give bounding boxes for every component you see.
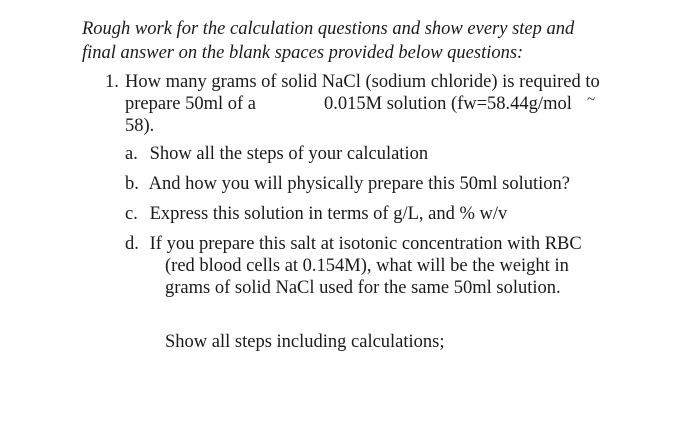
part-d [125,233,582,255]
question-1-line-1: How many grams of solid NaCl (sodium chloride) is required to [125,72,600,92]
closing-instruction: Show all steps including calculations; [165,332,445,352]
part-c [125,203,507,225]
intro-instructions [82,17,642,65]
part-d-continuation-1: (red blood cells at 0.154M), what will be the weight in [165,256,569,276]
part-d-label: d. [125,234,139,254]
part-d-text: If you prepare this salt at isotonic concentration with RBC [149,234,582,254]
part-c-label: c. [125,204,138,224]
part-a-text: Show all the steps of your calculation [149,144,429,164]
part-b [125,173,570,195]
part-a [125,143,428,165]
part-b-text: And how you will physically prepare this 50ml solution? [148,174,570,194]
part-c-text: Express this solution in terms of g/L, and % w/v [149,204,508,224]
question-1-line-2b: 0.015M solution (fw=58.44g/mol [324,94,572,114]
question-1-number: 1. [105,72,119,92]
intro-line-1: Rough work for the calculation questions and show every step and [82,19,575,39]
part-a-label: a. [125,144,138,164]
intro-line-2: final answer on the blank spaces provided below questions: [82,43,524,63]
part-b-label: b. [125,174,139,194]
question-1-line-2a: prepare 50ml of a [125,94,256,114]
question-1-tilde: ~ [587,92,596,108]
part-d-continuation-2: grams of solid NaCl used for the same 50ml solution. [165,278,561,298]
question-1-line-3: 58). [125,116,155,136]
